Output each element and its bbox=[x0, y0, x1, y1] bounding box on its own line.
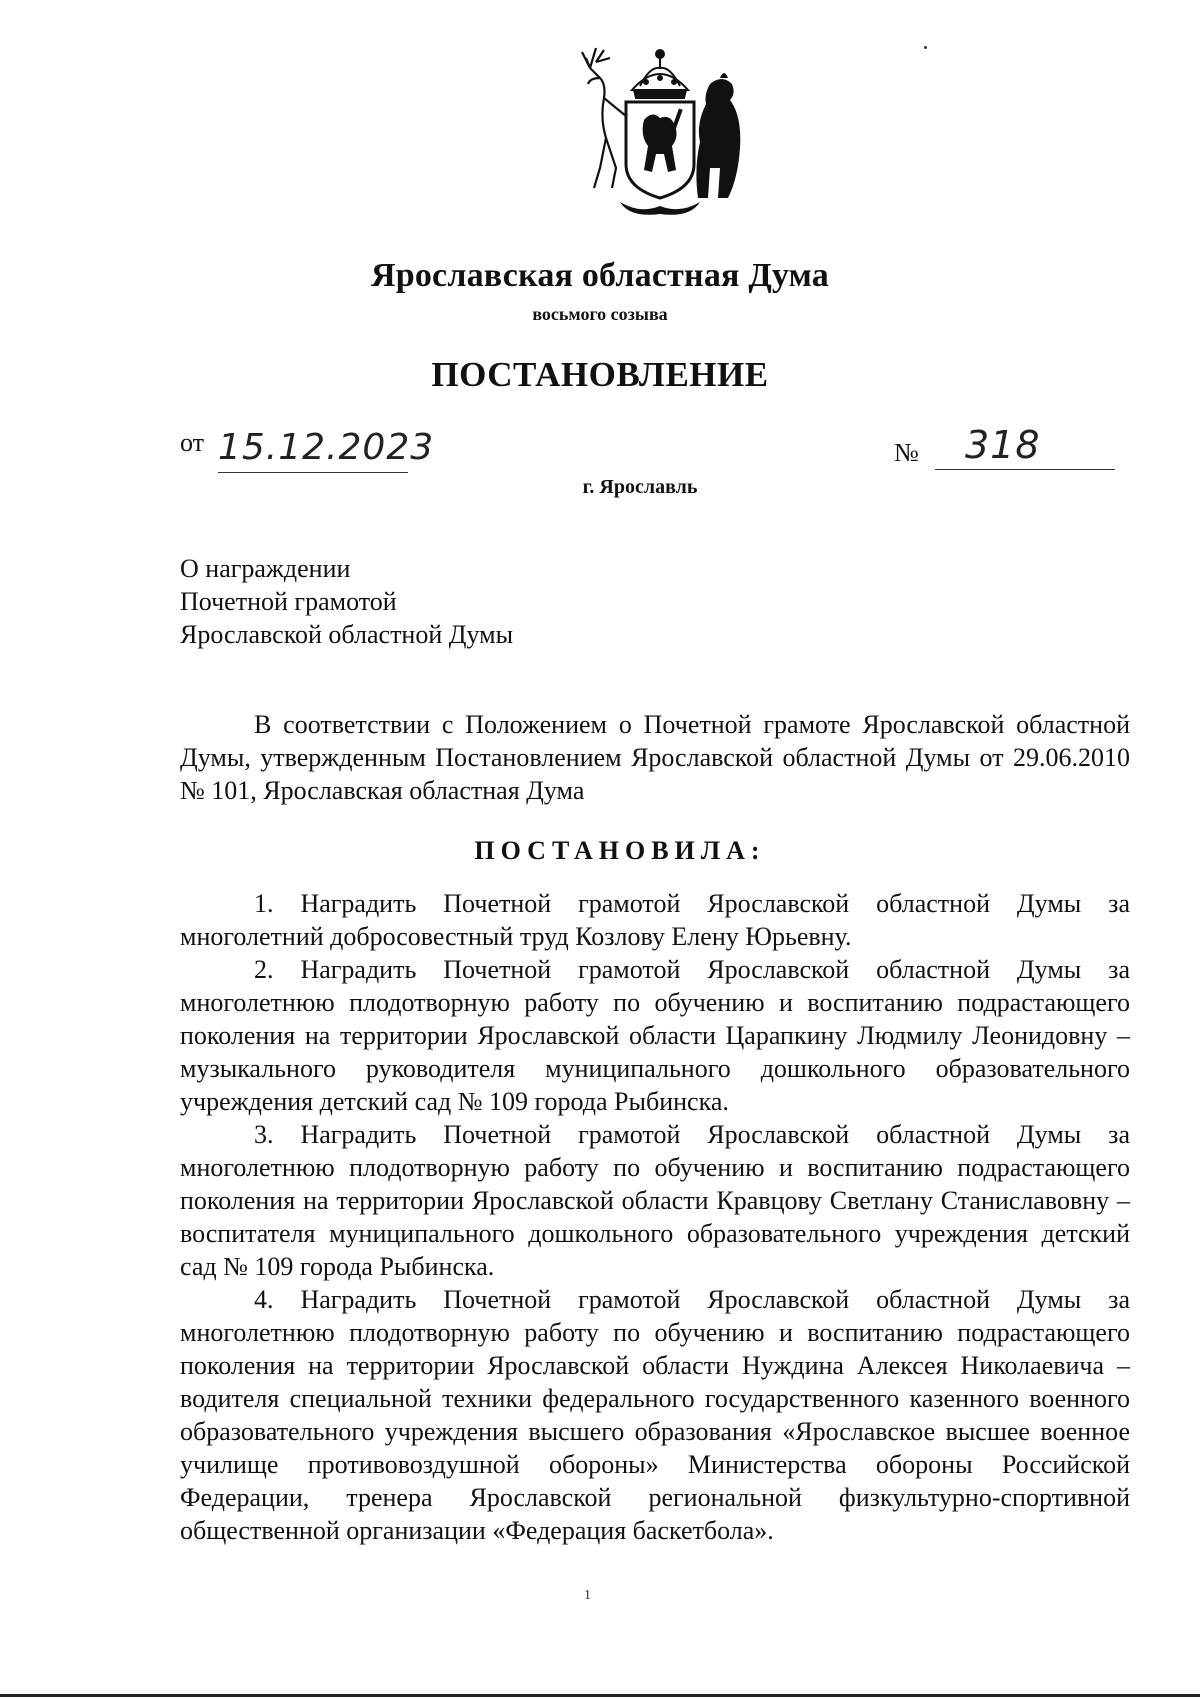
decree-items bbox=[180, 887, 1130, 1547]
handwritten-number: 318 bbox=[965, 423, 1041, 467]
coat-of-arms-icon bbox=[560, 38, 760, 218]
number-field bbox=[935, 423, 1115, 470]
subject-line: Почетной грамотой bbox=[180, 587, 397, 616]
date-field bbox=[218, 427, 435, 473]
subject-line: Ярославской областной Думы bbox=[180, 620, 514, 649]
subject-block bbox=[180, 552, 513, 651]
scan-edge-line bbox=[0, 1694, 1200, 1697]
decree-item: 3. Наградить Почетной грамотой Ярославской областной Думы за многолетнюю плодотворную работу по обучению и воспитанию подрастающего поколения на территории Ярославской области Кравцову Светлану Станиславовну – воспитателя муниципального дошкольного образовательного учреждения детский сад № 109 города Рыбинска. bbox=[180, 1120, 1130, 1281]
scan-artifact bbox=[924, 46, 927, 49]
document-type-title: ПОСТАНОВЛЕНИЕ bbox=[431, 355, 769, 394]
convocation-label: восьмого созыва bbox=[532, 304, 668, 324]
handwritten-date: 15.12.2023 bbox=[218, 427, 435, 468]
organization-title: Ярославская областная Дума bbox=[370, 257, 830, 294]
decree-item: 4. Наградить Почетной грамотой Ярославской областной Думы за многолетнюю плодотворную работу по обучению и воспитанию подрастающего поколения на территории Ярославской области Нуждина Алексея Николаевича – водителя специальной техники федерального государственного казенного военного образовательного учреждения высшего образования «Ярославское высшее военное училище противовоздушной обороны» Министерства обороны Российской Федерации, тренера Ярославской региональной физкультурно-спортивной общественной организации «Федерация баскетбола». bbox=[180, 1285, 1130, 1545]
number-prefix: № bbox=[894, 438, 919, 467]
decree-heading: ПОСТАНОВИЛА: bbox=[474, 836, 766, 865]
date-prefix: от bbox=[180, 428, 205, 457]
city-label: г. Ярославль bbox=[582, 476, 698, 498]
decree-item: 1. Наградить Почетной грамотой Ярославской областной Думы за многолетний добросовестный труд Козлову Елену Юрьевну. bbox=[180, 889, 1130, 951]
page-mark: 1 bbox=[584, 1588, 591, 1603]
subject-line: О награждении bbox=[180, 554, 351, 583]
preamble-paragraph: В соответствии с Положением о Почетной грамоте Ярославской областной Думы, утвержденным Постановлением Ярославской областной Думы от 29.06.2010 № 101, Ярославская областная Дума bbox=[180, 710, 1130, 805]
decree-item: 2. Наградить Почетной грамотой Ярославской областной Думы за многолетнюю плодотворную работу по обучению и воспитанию подрастающего поколения на территории Ярославской области Царапкину Людмилу Леонидовну – музыкального руководителя муниципального дошкольного образовательного учреждения детский сад № 109 города Рыбинска. bbox=[180, 955, 1130, 1116]
